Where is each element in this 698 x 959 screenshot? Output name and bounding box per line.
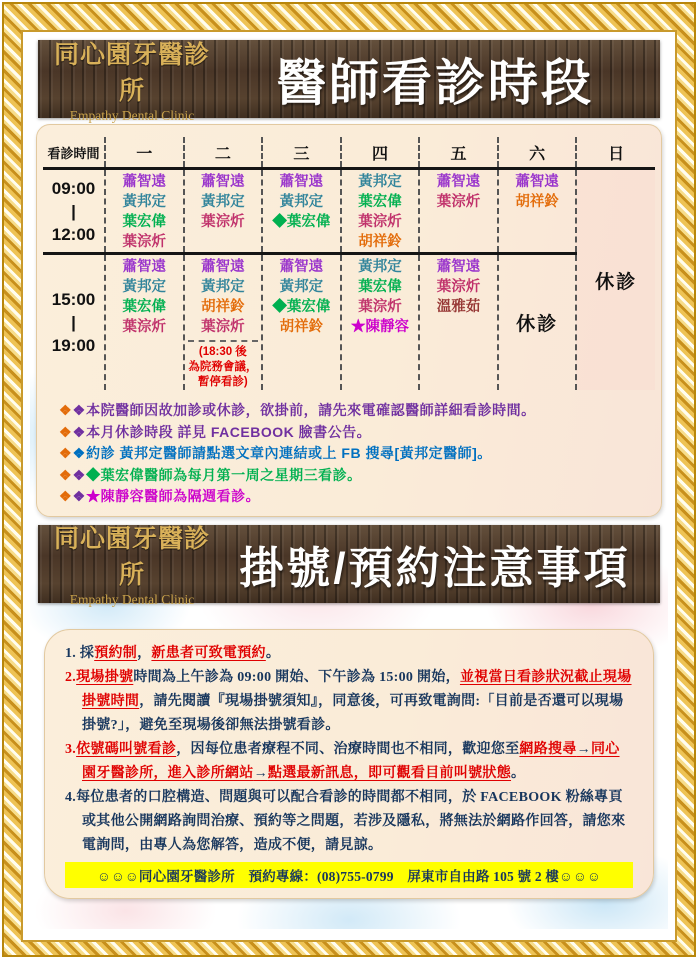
note-text: ★陳靜容醫師為隔週看診。	[86, 488, 261, 504]
clinic-name-en: Empathy Dental Clinic	[69, 107, 195, 123]
note-text: 本月休診時段 詳見 FACEBOOK 臉書公告。	[86, 423, 372, 440]
doctor-name: 葉淙炘	[122, 319, 167, 335]
notice-item-2	[65, 666, 633, 738]
doctor-name: 胡祥鈴	[358, 234, 402, 250]
clinic-logo-2	[46, 519, 218, 608]
doctor-name: 蕭智遠	[122, 174, 167, 190]
notices-list	[65, 642, 633, 858]
schedule-cell-morning	[262, 169, 341, 254]
notice-highlight: →	[576, 741, 591, 757]
day-header: 三	[262, 137, 341, 169]
doctor-name: 蕭智遠	[436, 259, 481, 275]
doctor-name: 葉宏偉	[358, 279, 402, 295]
diamond-bullet-icon: ❖	[59, 466, 72, 483]
poster-content	[36, 36, 662, 945]
doctor-name: 葉宏偉	[122, 214, 167, 230]
notice-item-1	[65, 642, 633, 666]
doctor-name: 胡祥鈴	[201, 299, 245, 315]
note-line	[59, 422, 655, 444]
doctor-name: 黃邦定	[122, 194, 167, 210]
notice-text: ，因每位患者療程不同、治療時間也不相同，歡迎您至	[176, 741, 520, 757]
day-header: 四	[341, 137, 420, 169]
doctor-name: 葉淙炘	[201, 214, 245, 230]
notice-highlight: 預約制	[94, 645, 138, 661]
diamond-bullet-icon: ❖	[72, 488, 86, 504]
doctor-name: 蕭智遠	[279, 259, 324, 275]
notices-panel	[44, 629, 654, 899]
notice-text: ，請先閱讀『現場掛號須知』，同意後，可再致電詢問:「目前是否還可以現場掛號?」，避免至現場後卻無法掛號看診。	[82, 693, 624, 733]
day-header: 日	[576, 137, 655, 169]
doctor-name: ◆葉宏偉	[272, 214, 331, 230]
notice-highlight: 3.	[65, 741, 77, 757]
schedule-cell-sunday-closed	[576, 169, 655, 391]
doctor-name: 黃邦定	[358, 259, 402, 275]
doctor-name: 葉宏偉	[122, 299, 167, 315]
schedule-panel	[36, 124, 662, 517]
time-text: 19:00	[51, 336, 96, 355]
doctor-name: 葉淙炘	[358, 214, 402, 230]
doctor-name: 黃邦定	[201, 279, 245, 295]
day-header: 五	[419, 137, 498, 169]
diamond-bullet-icon: ❖	[72, 466, 86, 483]
notice-text: 。	[511, 765, 526, 781]
doctor-name: 黃邦定	[279, 279, 324, 295]
diamond-bullet-icon: ❖	[72, 402, 86, 418]
note-text: ◆葉宏偉醫師為每月第一周之星期三看診。	[86, 466, 362, 483]
doctor-name: 溫雅茹	[436, 299, 481, 315]
note-line	[59, 443, 655, 465]
doctor-name: 胡祥鈴	[515, 194, 559, 210]
doctor-name: 黃邦定	[358, 174, 402, 190]
time-column-header: 看診時間	[43, 137, 105, 169]
doctor-name: 蕭智遠	[515, 174, 559, 190]
doctor-name: 黃邦定	[122, 279, 167, 295]
notice-highlight: 網路搜尋	[519, 741, 577, 757]
notice-highlight: 2.	[65, 669, 77, 685]
note-text: 本院醫師因故加診或休診，欲掛前，請先來電確認醫師詳細看診時間。	[86, 402, 536, 418]
time-text: |	[71, 313, 76, 332]
clinic-name-zh: 同心園牙醫診所	[53, 40, 210, 105]
day-header: 二	[184, 137, 263, 169]
hotline: ☺☺☺同心園牙醫診所 預約專線：(08)755-0799 屏東市自由路 105 號 2 樓☺☺☺	[65, 862, 633, 888]
clinic-name-zh-2: 同心園牙醫診所	[53, 525, 210, 589]
notice-text: 4.每位患者的口腔構造、問題與可以配合看診的時間都不相同，於 FACEBOOK 粉絲專頁或其他公開網路詢問治療、預約等之問題，若涉及隱私，將無法於網路作回答，請您來電詢問，由專人為您解答，造成不便，請見諒。	[65, 789, 626, 853]
afternoon-time-cell	[43, 254, 105, 391]
time-text: 12:00	[51, 224, 96, 244]
schedule-banner-title: 醫師看診時段	[276, 55, 594, 111]
schedule-cell-afternoon	[419, 254, 498, 391]
diamond-bullet-icon: ❖	[59, 488, 72, 504]
schedule-table	[43, 137, 655, 390]
closed-label: 休診	[595, 271, 638, 293]
notice-highlight: 並視當日看診狀況截止現場掛號時間	[82, 669, 632, 709]
morning-time-cell	[43, 169, 105, 254]
doctor-name: 黃邦定	[201, 194, 245, 210]
tuesday-meeting-note: (18:30 後 為院務會議， 暫停看診)	[188, 340, 259, 390]
doctor-name: 胡祥鈴	[279, 319, 324, 335]
doctor-name: 葉淙炘	[436, 194, 481, 210]
day-header: 一	[105, 137, 184, 169]
time-text: 09:00	[51, 178, 96, 198]
doctor-name: 葉淙炘	[201, 319, 245, 335]
time-text: 15:00	[51, 290, 96, 309]
note-line	[59, 400, 655, 422]
note-text: 約診 黃邦定醫師請點選文章內連結或上 FB 搜尋[黃邦定醫師]。	[86, 445, 492, 461]
notice-highlight: →	[253, 765, 268, 781]
notice-highlight: 新患者可致電預約	[151, 645, 266, 661]
schedule-cell-afternoon	[184, 254, 263, 391]
time-text: |	[71, 201, 76, 221]
doctor-name: 蕭智遠	[201, 259, 245, 275]
notice-text: 時間為上午診為 09:00 開始、下午診為 15:00 開始，	[133, 669, 460, 685]
registration-banner	[38, 525, 660, 607]
schedule-banner	[38, 40, 660, 123]
schedule-header-row	[43, 137, 655, 169]
doctor-name: 黃邦定	[279, 194, 324, 210]
doctor-name: ◆葉宏偉	[272, 299, 331, 315]
doctor-name: 蕭智遠	[201, 174, 245, 190]
doctor-name: 蕭智遠	[436, 174, 481, 190]
schedule-afternoon-row	[43, 254, 655, 391]
schedule-morning-row	[43, 169, 655, 254]
doctor-name: 葉宏偉	[358, 194, 402, 210]
doctor-name: 葉淙炘	[436, 279, 481, 295]
doctor-name: 葉淙炘	[122, 234, 167, 250]
doctor-name: ★陳靜容	[350, 319, 409, 335]
notice-highlight: 依號碼叫號看診	[76, 741, 177, 757]
schedule-cell-morning	[341, 169, 420, 254]
notice-text: 。	[265, 645, 281, 661]
notice-highlight: 現場掛號	[76, 669, 134, 685]
schedule-cell-saturday-closed	[498, 254, 577, 391]
registration-banner-title: 掛號/預約注意事項	[239, 543, 631, 593]
schedule-cell-morning	[105, 169, 184, 254]
note-line	[59, 486, 655, 508]
diamond-bullet-icon: ❖	[59, 402, 72, 418]
schedule-cell-morning	[498, 169, 577, 254]
notice-highlight: 點選最新訊息，即可觀看目前叫號狀態	[267, 765, 512, 781]
notice-text: 1. 採	[65, 645, 95, 661]
schedule-notes	[59, 400, 655, 508]
note-line	[59, 465, 655, 487]
schedule-cell-afternoon	[105, 254, 184, 391]
doctor-name: 蕭智遠	[122, 259, 167, 275]
notice-text: ，	[137, 645, 152, 661]
doctor-name: 蕭智遠	[279, 174, 324, 190]
schedule-cell-afternoon	[341, 254, 420, 391]
schedule-cell-morning	[184, 169, 263, 254]
schedule-cell-morning	[419, 169, 498, 254]
closed-label: 休診	[516, 314, 559, 335]
diamond-bullet-icon: ❖	[72, 445, 86, 461]
doctor-name: 葉淙炘	[358, 299, 402, 315]
diamond-bullet-icon: ❖	[59, 445, 72, 461]
diamond-bullet-icon: ❖	[59, 423, 72, 440]
clinic-name-en-2: Empathy Dental Clinic	[69, 592, 195, 607]
schedule-cell-afternoon	[262, 254, 341, 391]
diamond-bullet-icon: ❖	[72, 423, 86, 440]
notice-item-4	[65, 786, 633, 858]
day-header: 六	[498, 137, 577, 169]
clinic-logo	[46, 35, 218, 124]
notice-item-3	[65, 738, 633, 786]
notice-highlight: 同心園牙醫診所，進入診所網站	[82, 741, 620, 781]
